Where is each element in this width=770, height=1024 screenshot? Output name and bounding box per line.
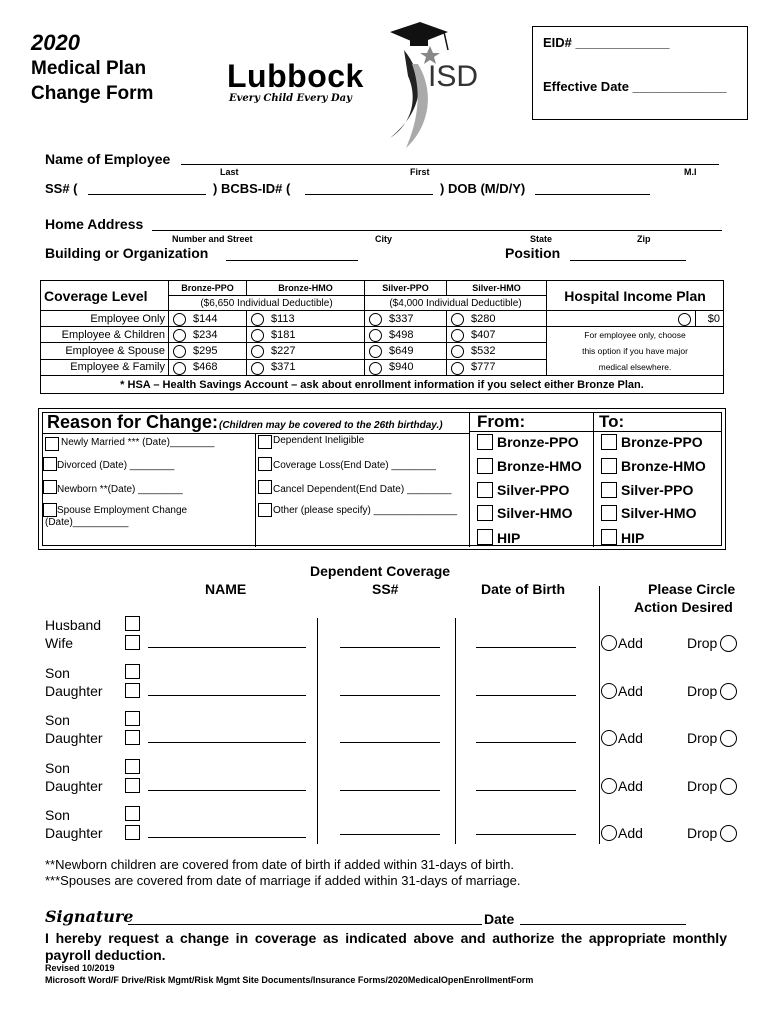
dependent-name-field[interactable] bbox=[148, 790, 306, 791]
ss-field[interactable] bbox=[88, 194, 206, 195]
radio-circle-icon[interactable] bbox=[451, 329, 464, 342]
dependent-dob-field[interactable] bbox=[476, 742, 576, 743]
to-bronze-hmo: Bronze-HMO bbox=[621, 458, 706, 474]
ss-column-header: SS# bbox=[372, 581, 399, 597]
option-silver-ppo[interactable] bbox=[365, 343, 447, 359]
drop-label: Drop bbox=[687, 778, 718, 794]
logo-isd: ISD bbox=[428, 60, 479, 93]
add-radio-icon[interactable] bbox=[601, 683, 617, 699]
option-silver-ppo[interactable] bbox=[365, 327, 447, 343]
dependent-ss-field[interactable] bbox=[340, 742, 440, 743]
radio-circle-icon[interactable] bbox=[251, 313, 264, 326]
add-label: Add bbox=[618, 778, 643, 794]
option-silver-hmo[interactable] bbox=[447, 359, 547, 375]
street-caption: Number and Street bbox=[172, 234, 253, 244]
radio-circle-icon[interactable] bbox=[251, 362, 264, 375]
option-silver-hmo[interactable] bbox=[447, 327, 547, 343]
to-checkbox-bronze-ppo[interactable] bbox=[601, 434, 617, 450]
checkbox-newborn[interactable] bbox=[43, 480, 57, 494]
plan-header-bronze-hmo: Bronze-HMO bbox=[247, 281, 365, 296]
reason-coverage-loss: Coverage Loss(End Date) ________ bbox=[273, 460, 436, 471]
coverage-row-employee-only bbox=[41, 311, 724, 327]
drop-radio-icon[interactable] bbox=[720, 730, 737, 747]
form-title-line2: Change Form bbox=[31, 83, 154, 104]
dob-column-header: Date of Birth bbox=[481, 581, 565, 597]
checkbox-divorced[interactable] bbox=[43, 457, 57, 471]
coverage-level-label: Employee Only bbox=[41, 311, 169, 327]
checkbox-coverage-loss[interactable] bbox=[258, 457, 272, 471]
to-bronze-ppo: Bronze-PPO bbox=[621, 434, 703, 450]
relation-son: Son bbox=[45, 665, 70, 681]
building-field[interactable] bbox=[226, 260, 358, 261]
reason-divorced: Divorced (Date) ________ bbox=[57, 460, 175, 471]
from-hip: HIP bbox=[497, 530, 521, 546]
option-bronze-ppo[interactable] bbox=[169, 343, 247, 359]
bcbs-label: ) BCBS-ID# ( bbox=[213, 181, 291, 196]
coverage-table bbox=[40, 280, 724, 394]
price: $468 bbox=[193, 361, 218, 374]
from-checkbox-hip[interactable] bbox=[477, 529, 493, 545]
position-field[interactable] bbox=[570, 260, 686, 261]
dependent-dob-field[interactable] bbox=[476, 834, 576, 835]
eid-field[interactable]: EID# _____________ bbox=[543, 35, 670, 50]
checkbox-husband[interactable] bbox=[125, 616, 140, 631]
checkbox-wife[interactable] bbox=[125, 635, 140, 650]
checkbox-daughter[interactable] bbox=[125, 683, 140, 698]
authorization-statement: I hereby request a change in coverage as indicated above and authorize the appropriate monthly payroll deduction. bbox=[45, 930, 727, 963]
dob-label: ) DOB (M/D/Y) bbox=[440, 181, 526, 196]
effective-date-field[interactable]: Effective Date _____________ bbox=[543, 79, 727, 94]
state-caption: State bbox=[530, 234, 553, 244]
radio-circle-icon[interactable] bbox=[451, 313, 464, 326]
relation-daughter: Daughter bbox=[45, 778, 103, 794]
relation-son: Son bbox=[45, 760, 70, 776]
from-checkbox-silver-hmo[interactable] bbox=[477, 505, 493, 521]
add-label: Add bbox=[618, 730, 643, 746]
to-checkbox-silver-ppo[interactable] bbox=[601, 482, 617, 498]
column-divider bbox=[455, 618, 456, 844]
option-silver-hmo[interactable] bbox=[447, 343, 547, 359]
eid-box bbox=[532, 26, 748, 120]
dependent-name-field[interactable] bbox=[148, 837, 306, 838]
option-bronze-ppo[interactable] bbox=[169, 311, 247, 327]
dependent-ss-field[interactable] bbox=[340, 834, 440, 835]
mi-caption: M.I bbox=[684, 167, 697, 177]
checkbox-dependent-ineligible[interactable] bbox=[258, 435, 272, 449]
price: $371 bbox=[271, 361, 296, 374]
dependent-dob-field[interactable] bbox=[476, 695, 576, 696]
to-silver-ppo: Silver-PPO bbox=[621, 482, 694, 498]
price: $649 bbox=[389, 344, 414, 357]
price: $113 bbox=[271, 312, 295, 325]
reason-cancel-dependent: Cancel Dependent(End Date) ________ bbox=[273, 484, 452, 495]
logo-tagline: Every Child Every Day bbox=[229, 93, 352, 104]
checkbox-cancel-dependent[interactable] bbox=[258, 480, 272, 494]
radio-circle-icon[interactable] bbox=[451, 362, 464, 375]
action-column-header-1: Please Circle bbox=[648, 581, 736, 597]
option-bronze-hmo[interactable] bbox=[247, 311, 365, 327]
checkbox-spouse-employment[interactable] bbox=[43, 503, 57, 517]
dependent-dob-field[interactable] bbox=[476, 647, 576, 648]
bcbs-field[interactable] bbox=[305, 194, 433, 195]
dependent-ss-field[interactable] bbox=[340, 695, 440, 696]
hsa-note: * HSA – Health Savings Account – ask about enrollment information if you select either Bronze Plan. bbox=[41, 376, 724, 394]
signature-date-field[interactable] bbox=[520, 924, 686, 925]
reason-title: Reason for Change: bbox=[47, 412, 219, 432]
price: $181 bbox=[271, 328, 296, 341]
price: $227 bbox=[271, 344, 296, 357]
from-checkbox-silver-ppo[interactable] bbox=[477, 482, 493, 498]
price: $337 bbox=[389, 312, 414, 325]
from-checkbox-bronze-ppo[interactable] bbox=[477, 434, 493, 450]
plan-header-bronze-ppo: Bronze-PPO bbox=[169, 281, 247, 296]
radio-circle-icon[interactable] bbox=[173, 329, 186, 342]
option-bronze-hmo[interactable] bbox=[247, 327, 365, 343]
hospital-income-header: Hospital Income Plan bbox=[547, 281, 724, 311]
radio-circle-icon[interactable] bbox=[173, 345, 186, 358]
dependent-ss-field[interactable] bbox=[340, 647, 440, 648]
add-radio-icon[interactable] bbox=[601, 730, 617, 746]
action-column-header-2: Action Desired bbox=[634, 599, 733, 615]
drop-radio-icon[interactable] bbox=[720, 825, 737, 842]
price: $940 bbox=[389, 361, 414, 374]
coverage-level-header: Coverage Level bbox=[41, 281, 169, 311]
reason-section bbox=[38, 408, 726, 550]
from-silver-hmo: Silver-HMO bbox=[497, 505, 573, 521]
coverage-level-label: Employee & Spouse bbox=[41, 343, 169, 359]
price: $280 bbox=[471, 312, 496, 325]
radio-circle-icon[interactable] bbox=[369, 313, 382, 326]
hospital-note-line: For employee only, choose bbox=[584, 330, 686, 340]
add-radio-icon[interactable] bbox=[601, 778, 617, 794]
silver-deductible: ($4,000 Individual Deductible) bbox=[365, 296, 547, 311]
from-silver-ppo: Silver-PPO bbox=[497, 482, 570, 498]
to-label: To: bbox=[599, 412, 625, 431]
reason-spouse-employment-date: (Date)__________ bbox=[45, 517, 129, 528]
zip-caption: Zip bbox=[637, 234, 651, 244]
form-year: 2020 bbox=[31, 30, 80, 55]
reason-newly-married: Newly Married *** (Date)________ bbox=[61, 437, 215, 448]
add-radio-icon[interactable] bbox=[601, 825, 617, 841]
radio-circle-icon[interactable] bbox=[173, 313, 186, 326]
logo-text: Lubbock bbox=[227, 58, 364, 94]
newborn-note: **Newborn children are covered from date of birth if added within 31-days of birth. bbox=[45, 857, 514, 872]
radio-circle-icon[interactable] bbox=[369, 345, 382, 358]
radio-circle-icon[interactable] bbox=[251, 345, 264, 358]
employee-name-field[interactable] bbox=[181, 164, 719, 165]
checkbox-son[interactable] bbox=[125, 664, 140, 679]
dependent-dob-field[interactable] bbox=[476, 790, 576, 791]
price: $144 bbox=[193, 312, 218, 325]
dependent-name-field[interactable] bbox=[148, 695, 306, 696]
add-radio-icon[interactable] bbox=[601, 635, 617, 651]
hospital-note-line: medical elsewhere. bbox=[598, 362, 672, 372]
hospital-note-line: this option if you have major bbox=[582, 346, 688, 356]
from-bronze-ppo: Bronze-PPO bbox=[497, 434, 579, 450]
drop-radio-icon[interactable] bbox=[720, 778, 737, 795]
dependent-name-field[interactable] bbox=[148, 742, 306, 743]
to-checkbox-bronze-hmo[interactable] bbox=[601, 458, 617, 474]
employee-name-label: Name of Employee bbox=[45, 151, 171, 167]
option-bronze-hmo[interactable] bbox=[247, 343, 365, 359]
to-silver-hmo: Silver-HMO bbox=[621, 505, 697, 521]
reason-spouse-employment: Spouse Employment Change bbox=[57, 505, 188, 516]
ss-label: SS# ( bbox=[45, 181, 78, 196]
revised-date: Revised 10/2019 bbox=[45, 963, 115, 973]
coverage-row-employee-children bbox=[41, 327, 724, 343]
from-bronze-hmo: Bronze-HMO bbox=[497, 458, 582, 474]
signature-field[interactable] bbox=[128, 924, 482, 925]
radio-circle-icon[interactable] bbox=[451, 345, 464, 358]
to-checkbox-silver-hmo[interactable] bbox=[601, 505, 617, 521]
price: $234 bbox=[193, 328, 218, 341]
bronze-deductible: ($6,650 Individual Deductible) bbox=[169, 296, 365, 311]
relation-son: Son bbox=[45, 807, 70, 823]
option-bronze-hmo[interactable] bbox=[247, 359, 365, 375]
radio-circle-icon[interactable] bbox=[369, 362, 382, 375]
first-name-caption: First bbox=[410, 167, 430, 177]
from-label: From: bbox=[477, 412, 526, 431]
last-name-caption: Last bbox=[220, 167, 239, 177]
form-title-line1: Medical Plan bbox=[31, 58, 147, 79]
option-silver-ppo[interactable] bbox=[365, 359, 447, 375]
drop-radio-icon[interactable] bbox=[720, 635, 737, 652]
price: $407 bbox=[471, 328, 496, 341]
spouse-note: ***Spouses are covered from date of marriage if added within 31-days of marriage. bbox=[45, 873, 521, 888]
price: $532 bbox=[471, 344, 496, 357]
relation-daughter: Daughter bbox=[45, 683, 103, 699]
city-caption: City bbox=[375, 234, 393, 244]
add-label: Add bbox=[618, 825, 643, 841]
checkbox-newly-married[interactable] bbox=[45, 437, 59, 451]
to-hip: HIP bbox=[621, 530, 645, 546]
add-label: Add bbox=[618, 683, 643, 699]
drop-label: Drop bbox=[687, 730, 718, 746]
checkbox-son[interactable] bbox=[125, 711, 140, 726]
dob-field[interactable] bbox=[535, 194, 650, 195]
relation-wife: Wife bbox=[45, 635, 73, 651]
price: $498 bbox=[389, 328, 414, 341]
coverage-level-label: Employee & Family bbox=[41, 359, 169, 375]
option-hip[interactable] bbox=[547, 311, 696, 327]
drop-label: Drop bbox=[687, 635, 718, 651]
checkbox-son[interactable] bbox=[125, 806, 140, 821]
dependent-name-field[interactable] bbox=[148, 647, 306, 648]
checkbox-son[interactable] bbox=[125, 759, 140, 774]
price: $295 bbox=[193, 344, 218, 357]
reason-subtitle: (Children may be covered to the 26th birthday.) bbox=[219, 420, 443, 431]
date-label: Date bbox=[484, 911, 515, 927]
dependent-coverage-title: Dependent Coverage bbox=[310, 563, 451, 579]
home-address-label: Home Address bbox=[45, 216, 144, 232]
hospital-amount: $0 bbox=[695, 311, 723, 327]
from-checkbox-bronze-hmo[interactable] bbox=[477, 458, 493, 474]
reason-dependent-ineligible: Dependent Ineligible bbox=[273, 435, 365, 446]
option-silver-hmo[interactable] bbox=[447, 311, 547, 327]
reason-other: Other (please specify) _______________ bbox=[273, 505, 458, 516]
radio-circle-icon[interactable] bbox=[251, 329, 264, 342]
checkbox-daughter[interactable] bbox=[125, 778, 140, 793]
checkbox-daughter[interactable] bbox=[125, 825, 140, 840]
signature-label: Signature bbox=[45, 907, 134, 926]
drop-radio-icon[interactable] bbox=[720, 683, 737, 700]
checkbox-other[interactable] bbox=[258, 503, 272, 517]
home-address-field[interactable] bbox=[152, 230, 722, 231]
price: $777 bbox=[471, 361, 496, 374]
dependent-ss-field[interactable] bbox=[340, 790, 440, 791]
radio-circle-icon[interactable] bbox=[369, 329, 382, 342]
radio-circle-icon[interactable] bbox=[678, 313, 691, 326]
plan-header-silver-hmo: Silver-HMO bbox=[447, 281, 547, 296]
drop-label: Drop bbox=[687, 825, 718, 841]
building-label: Building or Organization bbox=[45, 245, 209, 261]
relation-husband: Husband bbox=[45, 617, 102, 633]
option-bronze-ppo[interactable] bbox=[169, 359, 247, 375]
radio-circle-icon[interactable] bbox=[173, 362, 186, 375]
checkbox-daughter[interactable] bbox=[125, 730, 140, 745]
column-divider bbox=[599, 586, 600, 844]
drop-label: Drop bbox=[687, 683, 718, 699]
to-checkbox-hip[interactable] bbox=[601, 529, 617, 545]
relation-son: Son bbox=[45, 712, 70, 728]
hospital-note bbox=[547, 327, 724, 376]
add-label: Add bbox=[618, 635, 643, 651]
relation-daughter: Daughter bbox=[45, 730, 103, 746]
plan-header-silver-ppo: Silver-PPO bbox=[365, 281, 447, 296]
column-divider bbox=[317, 618, 318, 844]
reason-newborn: Newborn **(Date) ________ bbox=[57, 484, 183, 495]
option-silver-ppo[interactable] bbox=[365, 311, 447, 327]
file-path: Microsoft Word/F Drive/Risk Mgmt/Risk Mgmt Site Documents/Insurance Forms/2020MedicalOpenEnrollmentForm bbox=[45, 975, 534, 985]
relation-daughter: Daughter bbox=[45, 825, 103, 841]
option-bronze-ppo[interactable] bbox=[169, 327, 247, 343]
position-label: Position bbox=[505, 245, 561, 261]
coverage-level-label: Employee & Children bbox=[41, 327, 169, 343]
name-column-header: NAME bbox=[205, 581, 247, 597]
